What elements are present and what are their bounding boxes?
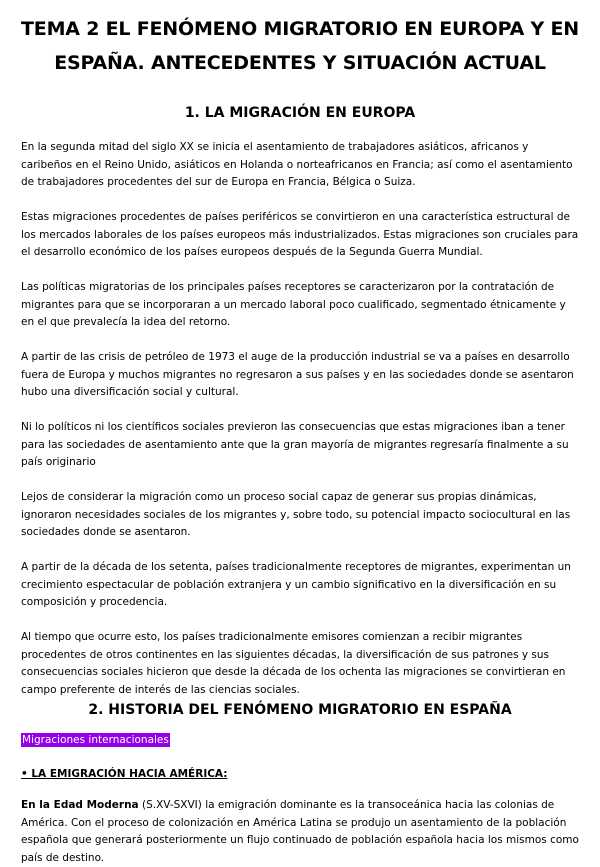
paragraph-edad-moderna (21, 797, 579, 867)
paragraph: Lejos de considerar la migración como un proceso social capaz de generar sus propias dinámicas, ignoraron necesidades sociales de los migrantes y, sobre todo, su potencial impacto sociocultural en las sociedades donde se asentaron. (21, 491, 571, 538)
section-heading-migracion-europa: 1. LA MIGRACIÓN EN EUROPA (184, 105, 416, 121)
paragraph: Estas migraciones procedentes de países periféricos se convirtieron en una característica estructural de los mercados laborales de los países europeos más industrializados. Estas migraciones son cruciales para el desarrollo económico de los países europeos después de la Segunda Guerra Mundial. (21, 211, 579, 258)
section-body-migracion-europa (21, 139, 579, 699)
document-title: TEMA 2 EL FENÓMENO MIGRATORIO EN EUROPA Y EN ESPAÑA. ANTECEDENTES Y SITUACIÓN ACTUAL (21, 18, 579, 74)
paragraph: A partir de las crisis de petróleo de 1973 el auge de la producción industrial se va a países en desarrollo fuera de Europa y muchos migrantes no regresaron a sus países y en las sociedades donde se asentaron hubo una diversificación social y cultural. (21, 351, 574, 398)
paragraph: En la segunda mitad del siglo XX se inicia el asentamiento de trabajadores asiáticos, africanos y caribeños en el Reino Unido, asiáticos en Holanda o norteafricanos en Francia; así como el asentamiento de trabajadores procedentes del sur de Europa en Francia, Bélgica o Suiza. (21, 141, 573, 188)
paragraph: Ni lo políticos ni los científicos sociales previeron las consecuencias que estas migraciones iban a tener para las sociedades de asentamiento ante que la gran mayoría de migrantes regresaría finalmente a su país originario (21, 421, 569, 468)
highlighted-label: Migraciones internacionales (22, 734, 169, 746)
section-heading-historia-espana: 2. HISTORIA DEL FENÓMENO MIGRATORIO EN ESPAÑA (88, 702, 512, 718)
bold-lead-text: En la Edad Moderna (21, 799, 139, 811)
subheading-emigracion-america: • LA EMIGRACIÓN HACIA AMÉRICA: (21, 768, 228, 780)
paragraph-text: (S.XV-SXVI) la emigración dominante es la transoceánica hacia las colonias de América. Con el proceso de colonización en América Latina se produjo un asentamiento de la población española que generará posteriormente un flujo continuado de población española hacia los mismos como país de destino. (21, 799, 579, 864)
paragraph: Las políticas migratorias de los principales países receptores se caracterizaron por la contratación de migrantes para que se incorporaran a un mercado laboral poco cualificado, segmentado étnicamente y en el que prevalecía la idea del retorno. (21, 281, 566, 328)
paragraph: Al tiempo que ocurre esto, los países tradicionalmente emisores comienzan a recibir migrantes procedentes de otros continentes en las siguientes décadas, la diversificación de sus patrones y sus consecuencias sociales hicieron que desde la década de los ochenta las migraciones se convirtieran en campo preferente de interés de las ciencias sociales. (21, 631, 566, 696)
paragraph: A partir de la década de los setenta, países tradicionalmente receptores de migrantes, experimentan un crecimiento espectacular de población extranjera y un cambio significativo en la diversificación en su composición y procedencia. (21, 561, 571, 608)
highlight-label-container (21, 729, 579, 749)
